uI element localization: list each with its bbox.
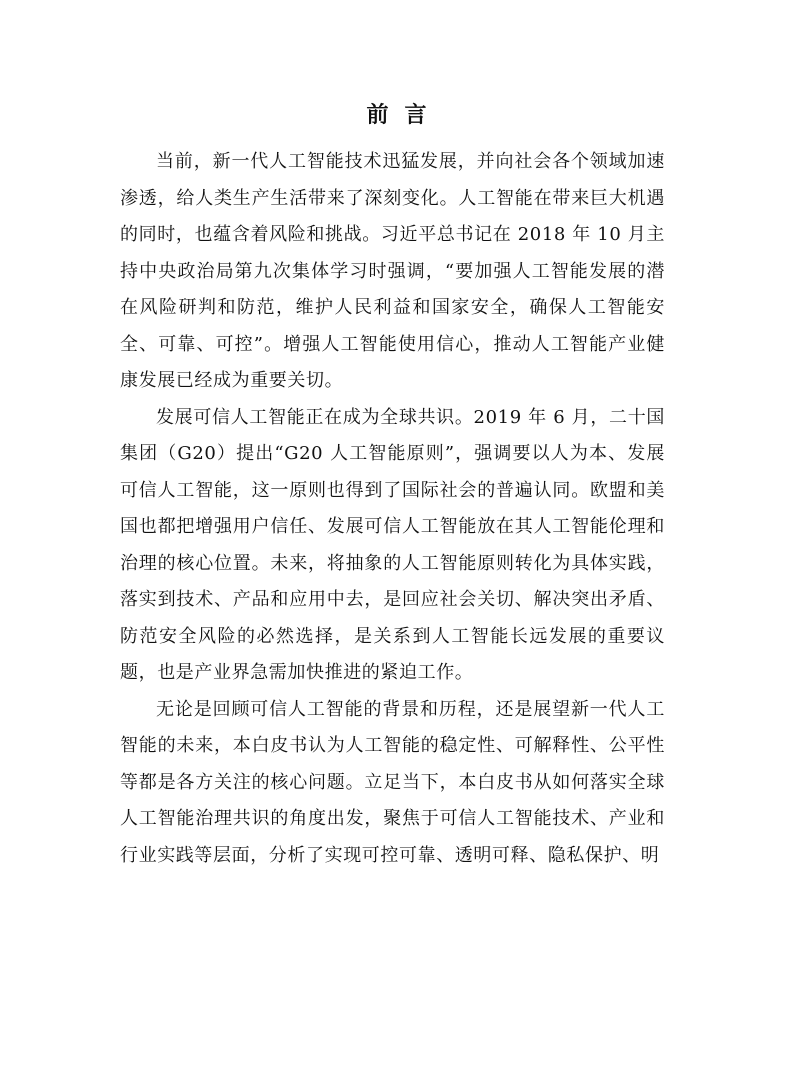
paragraph-2: 发展可信人工智能正在成为全球共识。2019 年 6 月，二十国集团（G20）提出“G20 人工智能原则”，强调要以人为本、发展可信人工智能，这一原则也得到了国际社会的普遍认同。欧盟和美国也都把增强用户信任、发展可信人工智能放在其人工智能伦理和治理的核心位置。未来，将抽象的人工智能原则转化为具体实践，落实到技术、产品和应用中去，是回应社会关切、解决突出矛盾、防范安全风险的必然选择，是关系到人工智能长远发展的重要议题，也是产业界急需加快推进的紧迫工作。 bbox=[120, 406, 665, 683]
paragraph-1: 当前，新一代人工智能技术迅猛发展，并向社会各个领域加速渗透，给人类生产生活带来了深刻变化。人工智能在带来巨大机遇的同时，也蕴含着风险和挑战。习近平总书记在 2018 年 10 月主持中央政治局第九次集体学习时强调，“要加强人工智能发展的潜在风险研判和防范，维护人民利益和国家安全，确保人工智能安全、可靠、可控”。增强人工智能使用信心，推动人工智能产业健康发展已经成为重要关切。 bbox=[120, 151, 665, 391]
page-title: 前言 bbox=[366, 103, 443, 128]
paragraph-3: 无论是回顾可信人工智能的背景和历程，还是展望新一代人工智能的未来，本白皮书认为人工智能的稳定性、可解释性、公平性等都是各方关注的核心问题。立足当下，本白皮书从如何落实全球人工智能治理共识的角度出发，聚焦于可信人工智能技术、产业和行业实践等层面，分析了实现可控可靠、透明可释、隐私保护、明 bbox=[120, 698, 665, 866]
document-body bbox=[120, 144, 665, 874]
